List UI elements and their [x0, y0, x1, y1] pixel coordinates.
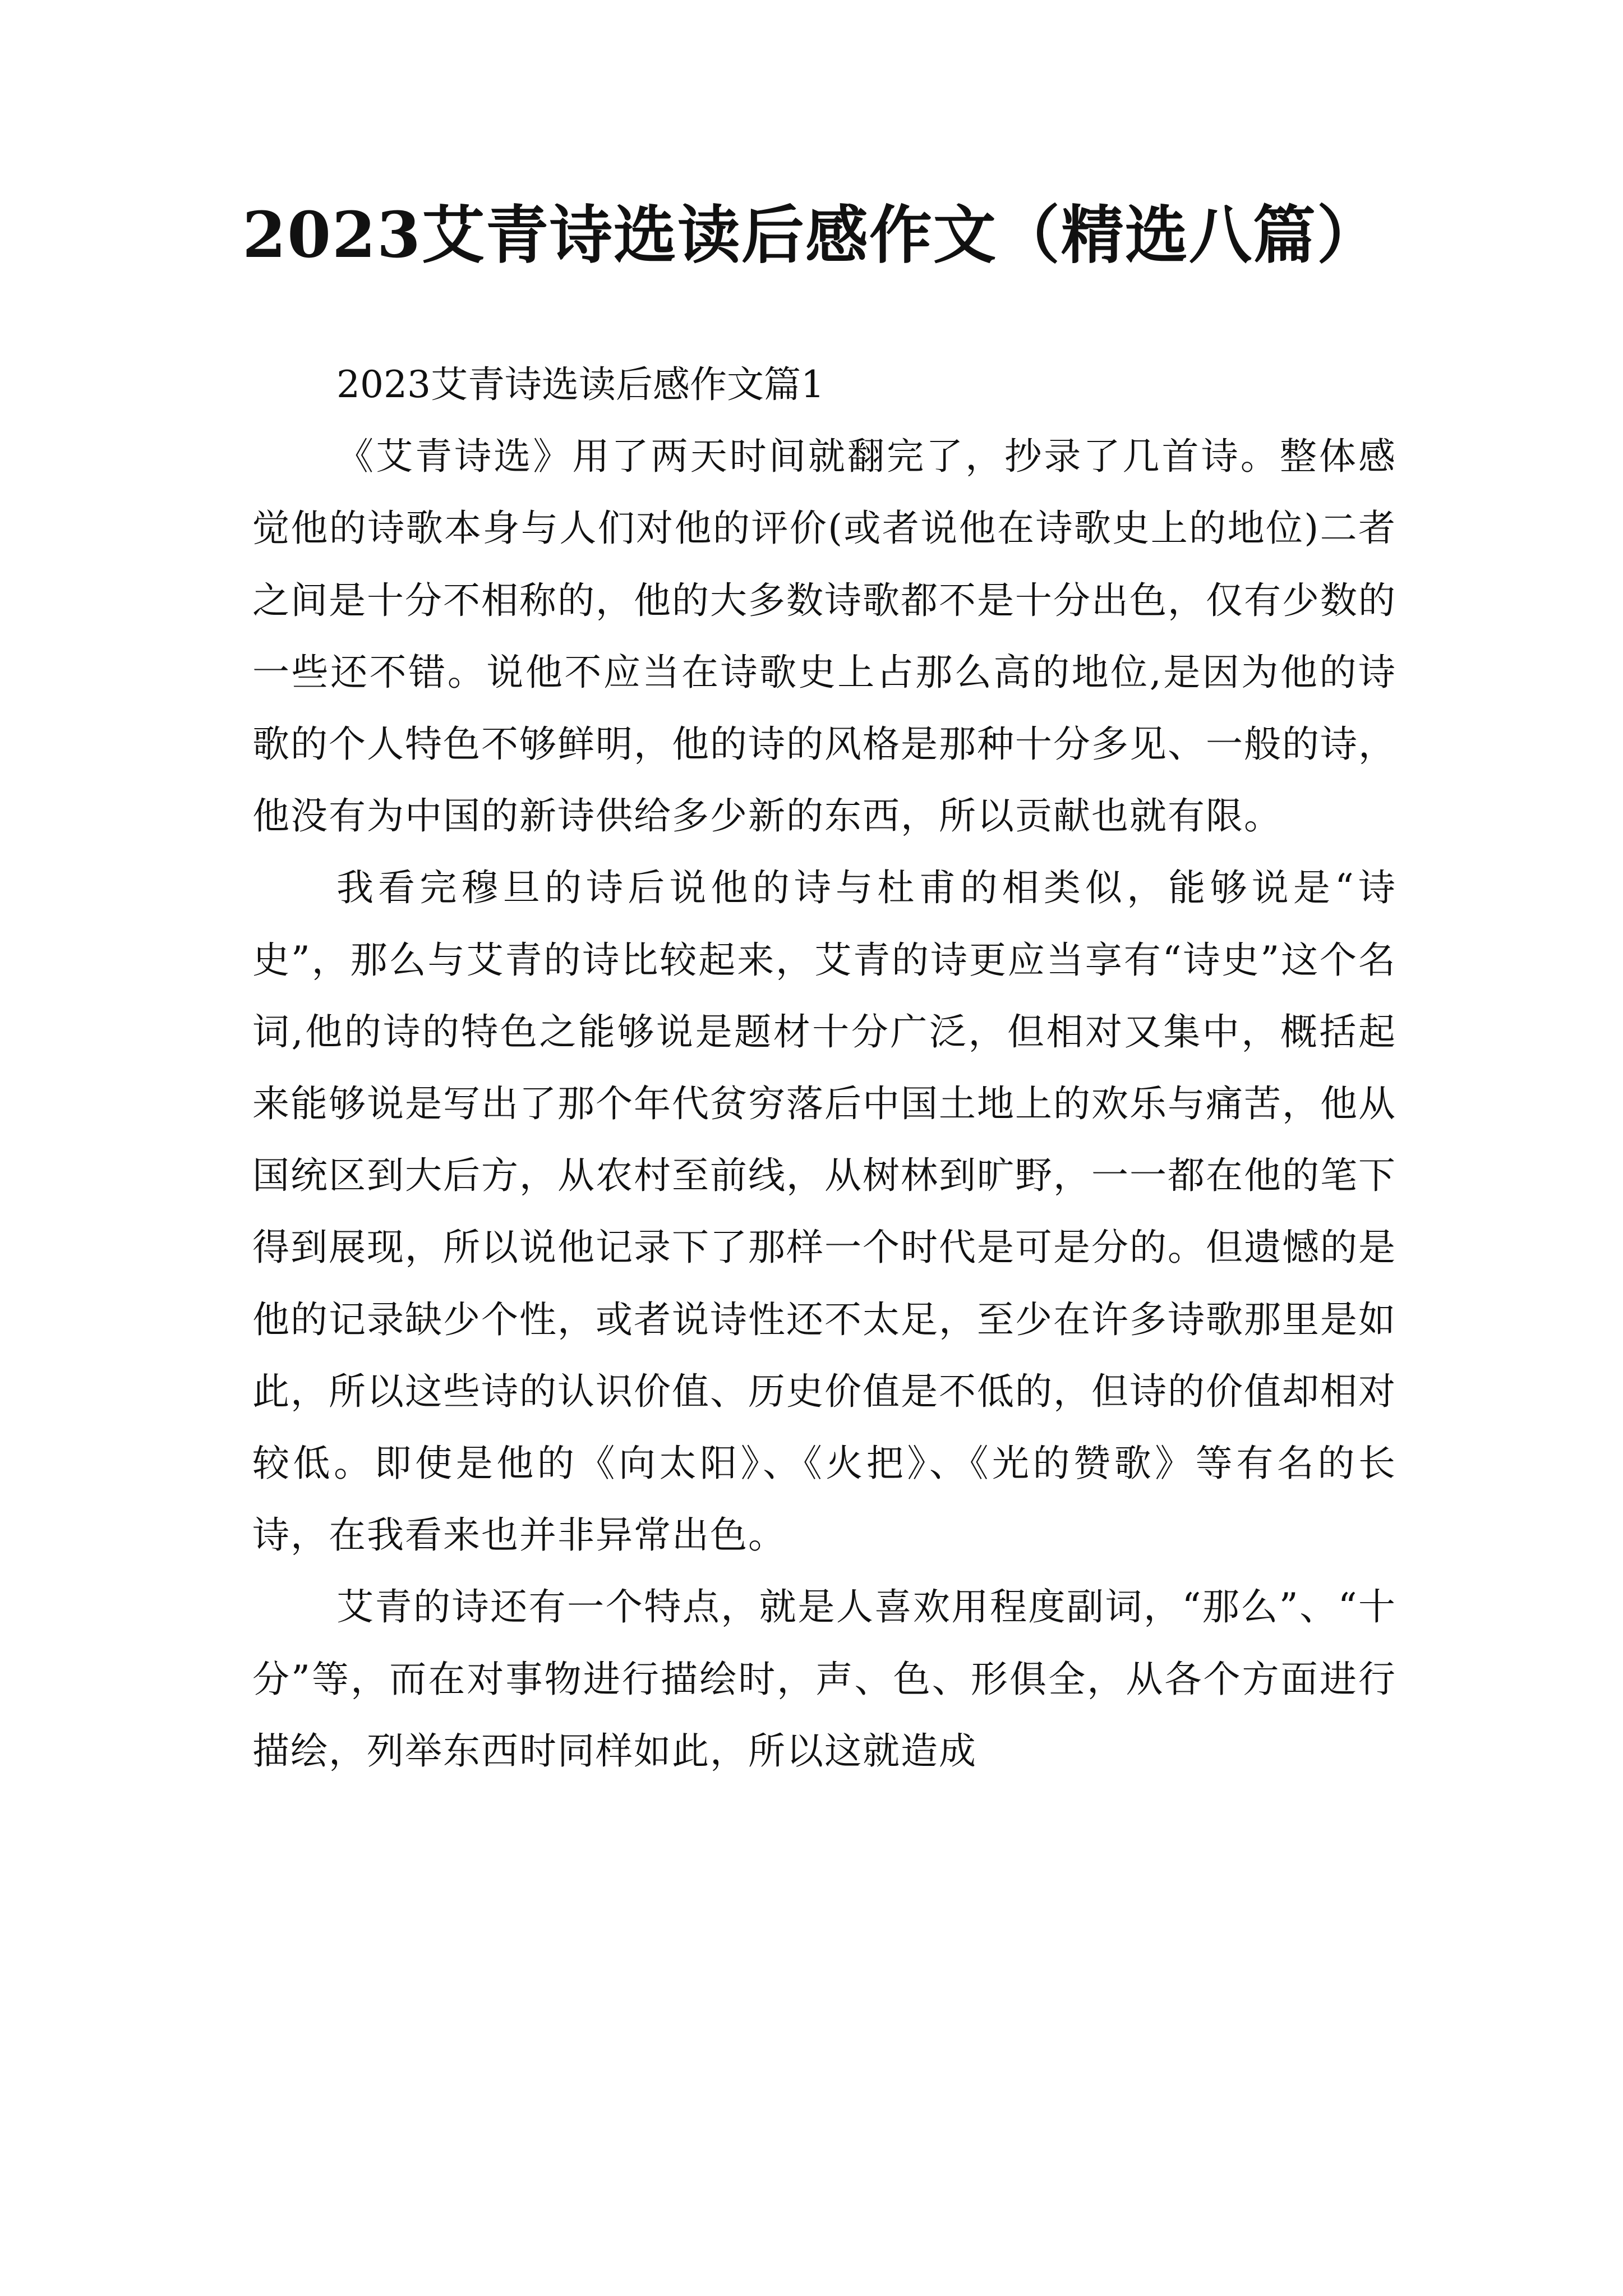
section-heading: 2023艾青诗选读后感作文篇1: [336, 363, 824, 406]
body-paragraph: 我看完穆旦的诗后说他的诗与杜甫的相类似，能够说是“诗史”，那么与艾青的诗比较起来，艾青的诗更应当享有“诗史”这个名词,他的诗的特色之能够说是题材十分广泛，但相对又集中，概括起来能够说是写出了那个年代贫穷落后中国土地上的欢乐与痛苦，他从国统区到大后方，从农村至前线，从树林到旷野，一一都在他的笔下得到展现，所以说他记录下了那样一个时代是可是分的。但遗憾的是他的记录缺少个性，或者说诗性还不太足，至少在许多诗歌那里是如此，所以这些诗的认识价值、历史价值是不低的，但诗的价值却相对较低。即使是他的《向太阳》、《火把》、《光的赞歌》等有名的长诗，在我看来也并非异常出色。: [252, 866, 1396, 1557]
body-paragraph: 艾青的诗还有一个特点，就是人喜欢用程度副词，“那么”、“十分”等，而在对事物进行描绘时，声、色、形俱全，从各个方面进行描绘，列举东西时同样如此，所以这就造成: [252, 1585, 1396, 1773]
document-title: 2023艾青诗选读后感作文（精选八篇）: [242, 199, 1381, 272]
document-body: [252, 349, 1396, 1787]
body-paragraph: 《艾青诗选》用了两天时间就翻完了，抄录了几首诗。整体感觉他的诗歌本身与人们对他的评价(或者说他在诗歌史上的地位)二者之间是十分不相称的，他的大多数诗歌都不是十分出色，仅有少数的一些还不错。说他不应当在诗歌史上占那么高的地位,是因为他的诗歌的个人特色不够鲜明，他的诗的风格是那种十分多见、一般的诗，他没有为中国的新诗供给多少新的东西，所以贡献也就有限。: [252, 435, 1396, 838]
